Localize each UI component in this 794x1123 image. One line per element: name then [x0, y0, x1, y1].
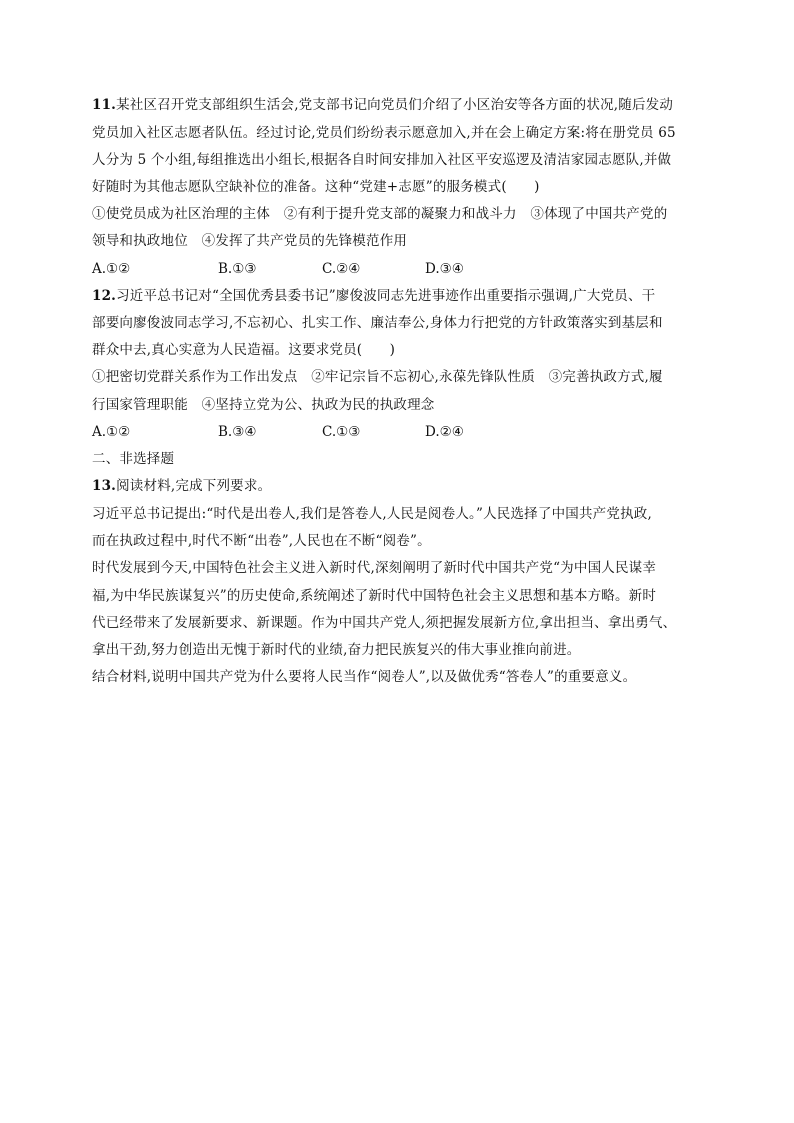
q11-option-a[interactable]: A.①②	[92, 261, 131, 277]
q13-material-2: 而在执政过程中,时代不断“出卷”,人民也在不断“阅卷”。	[92, 533, 431, 549]
q12-option-c[interactable]: C.①③	[322, 424, 361, 440]
q11-option-b[interactable]: B.①③	[218, 261, 257, 277]
q11-text-1: 某社区召开党支部组织生活会,党支部书记向党员们介绍了小区治安等各方面的状况,随后发动	[116, 97, 674, 113]
q12-text-1: 习近平总书记对“全国优秀县委书记”廖俊波同志先进事迹作出重要指示强调,广大党员、干	[116, 288, 656, 304]
q13-material-1: 习近平总书记提出:“时代是出卷人,我们是答卷人,人民是阅卷人。”人民选择了中国共产党执政,	[92, 506, 652, 522]
q11-option-d[interactable]: D.③④	[425, 261, 464, 277]
q12-line-3: 群众中去,真心实意为人民造福。这要求党员( )	[92, 342, 396, 358]
q12-option-d[interactable]: D.②④	[425, 424, 464, 440]
q12-option-b[interactable]: B.③④	[218, 424, 257, 440]
q13-prompt: 阅读材料,完成下列要求。	[116, 478, 272, 494]
q11-option-c[interactable]: C.②④	[322, 261, 361, 277]
q11-line-1	[92, 96, 673, 114]
q12-line-1	[92, 287, 655, 305]
q11-line-4: 好随时为其他志愿队空缺补位的准备。这种“党建+志愿”的服务模式( )	[92, 179, 540, 195]
q11-statement-2: 领导和执政地位 ④发挥了共产党员的先锋模范作用	[92, 233, 408, 249]
q13-material-4: 福,为中华民族谋复兴”的历史使命,系统阐述了新时代中国特色社会主义思想和基本方略。新时	[92, 588, 657, 604]
q13-requirement: 结合材料,说明中国共产党为什么要将人民当作“阅卷人”,以及做优秀“答卷人”的重要意义。	[92, 669, 637, 685]
q13-number: 13.	[92, 478, 117, 494]
section-2-title: 二、非选择题	[92, 451, 175, 467]
q12-statement-1: ①把密切党群关系作为工作出发点 ②牢记宗旨不忘初心,永葆先锋队性质 ③完善执政方式,履	[92, 369, 663, 385]
q13-line-prompt	[92, 477, 271, 495]
q12-line-2: 部要向廖俊波同志学习,不忘初心、扎实工作、廉洁奉公,身体力行把党的方针政策落实到基层和	[92, 315, 663, 331]
q12-statement-2: 行国家管理职能 ④坚持立党为公、执政为民的执政理念	[92, 397, 435, 413]
q13-material-5: 代已经带来了发展新要求、新课题。作为中国共产党人,须把握发展新方位,拿出担当、拿出勇气、	[92, 615, 677, 631]
q13-material-3: 时代发展到今天,中国特色社会主义进入新时代,深刻阐明了新时代中国共产党“为中国人民谋幸	[92, 560, 657, 576]
q11-line-2: 党员加入社区志愿者队伍。经过讨论,党员们纷纷表示愿意加入,并在会上确定方案:将在册党员 65	[92, 125, 676, 141]
q11-number: 11.	[92, 97, 117, 113]
q11-line-3: 人分为 5 个小组,每组推选出小组长,根据各自时间安排加入社区平安巡逻及清洁家园志愿队,并做	[92, 152, 672, 168]
q11-statement-1: ①使党员成为社区治理的主体 ②有利于提升党支部的凝聚力和战斗力 ③体现了中国共产党的	[92, 206, 668, 222]
q12-number: 12.	[92, 288, 117, 304]
q12-option-a[interactable]: A.①②	[92, 424, 131, 440]
q13-material-6: 拿出干劲,努力创造出无愧于新时代的业绩,奋力把民族复兴的伟大事业推向前进。	[92, 642, 581, 658]
